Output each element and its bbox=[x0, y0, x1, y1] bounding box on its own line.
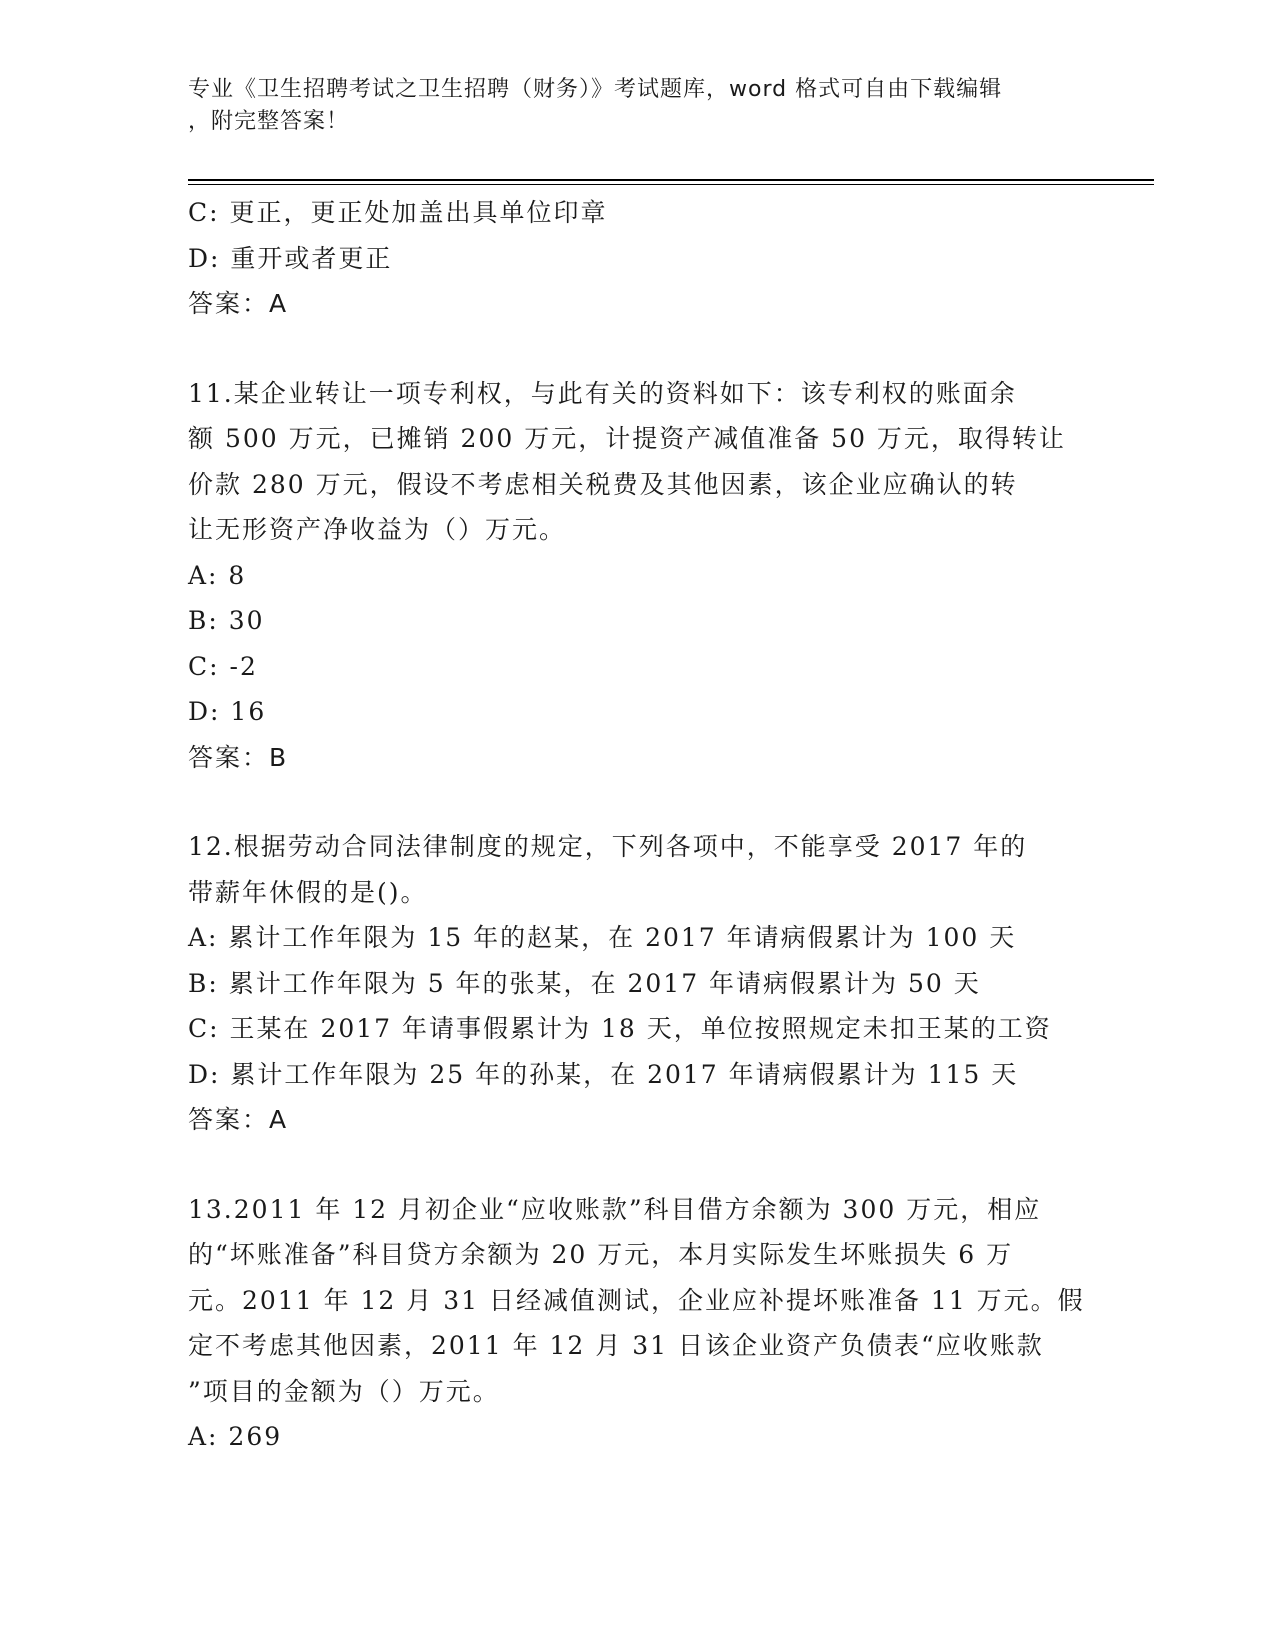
question-line: 元。2011 年 12 月 31 日经减值测试，企业应补提坏账准备 11 万元。假 bbox=[188, 1285, 1085, 1315]
question-line: 11.某企业转让一项专利权，与此有关的资料如下：该专利权的账面余 bbox=[188, 378, 1017, 408]
question-line: 定不考虑其他因素，2011 年 12 月 31 日该企业资产负债表“应收账款 bbox=[188, 1331, 1044, 1360]
question-line: 的“坏账准备”科目贷方余额为 20 万元，本月实际发生坏账损失 6 万 bbox=[188, 1240, 1014, 1269]
question-13 bbox=[188, 1187, 1088, 1460]
option-b: B: 累计工作年限为 5 年的张某，在 2017 年请病假累计为 50 天 bbox=[188, 968, 981, 998]
option-a: A: 8 bbox=[188, 560, 247, 590]
header-line-1: 专业《卫生招聘考试之卫生招聘（财务）》考试题库，word 格式可自由下载编辑 bbox=[188, 77, 1003, 102]
spacer bbox=[188, 1143, 1088, 1187]
option-d: D: 重开或者更正 bbox=[188, 243, 393, 273]
header-divider-thin bbox=[188, 184, 1154, 185]
question-11 bbox=[188, 371, 1088, 781]
document-header bbox=[188, 74, 1068, 138]
answer-label: 答案：A bbox=[188, 289, 289, 318]
question-12 bbox=[188, 824, 1088, 1143]
spacer bbox=[188, 327, 1088, 371]
question-line: 让无形资产净收益为（）万元。 bbox=[188, 515, 567, 544]
option-a: A: 269 bbox=[188, 1422, 283, 1451]
question-text bbox=[188, 1187, 1088, 1415]
option-c: C: 王某在 2017 年请事假累计为 18 天，单位按照规定未扣王某的工资 bbox=[188, 1014, 1052, 1043]
question-10-tail bbox=[188, 190, 1088, 327]
answer-label: 答案：B bbox=[188, 742, 289, 772]
option-c: C: -2 bbox=[188, 651, 258, 681]
question-line: 价款 280 万元，假设不考虑相关税费及其他因素，该企业应确认的转 bbox=[188, 469, 1018, 499]
header-divider-thick bbox=[188, 179, 1154, 181]
option-c: C: 更正，更正处加盖出具单位印章 bbox=[188, 198, 608, 227]
question-text bbox=[188, 824, 1088, 915]
question-line: 13.2011 年 12 月初企业“应收账款”科目借方余额为 300 万元，相应 bbox=[188, 1194, 1042, 1224]
spacer bbox=[188, 780, 1088, 824]
option-d: D: 16 bbox=[188, 697, 267, 726]
option-b: B: 30 bbox=[188, 606, 265, 635]
question-line: 带薪年休假的是()。 bbox=[188, 877, 428, 907]
option-a: A: 累计工作年限为 15 年的赵某，在 2017 年请病假累计为 100 天 bbox=[188, 923, 1017, 952]
question-text bbox=[188, 371, 1088, 553]
question-list bbox=[188, 190, 1088, 1460]
question-line: 12.根据劳动合同法律制度的规定，下列各项中，不能享受 2017 年的 bbox=[188, 832, 1028, 861]
option-d: D: 累计工作年限为 25 年的孙某，在 2017 年请病假累计为 115 天 bbox=[188, 1059, 1019, 1089]
question-line: 额 500 万元，已摊销 200 万元，计提资产减值准备 50 万元，取得转让 bbox=[188, 424, 1066, 453]
header-line-2: ，附完整答案！ bbox=[188, 109, 350, 134]
answer-label: 答案：A bbox=[188, 1105, 289, 1134]
question-line: ”项目的金额为（）万元。 bbox=[188, 1376, 500, 1406]
